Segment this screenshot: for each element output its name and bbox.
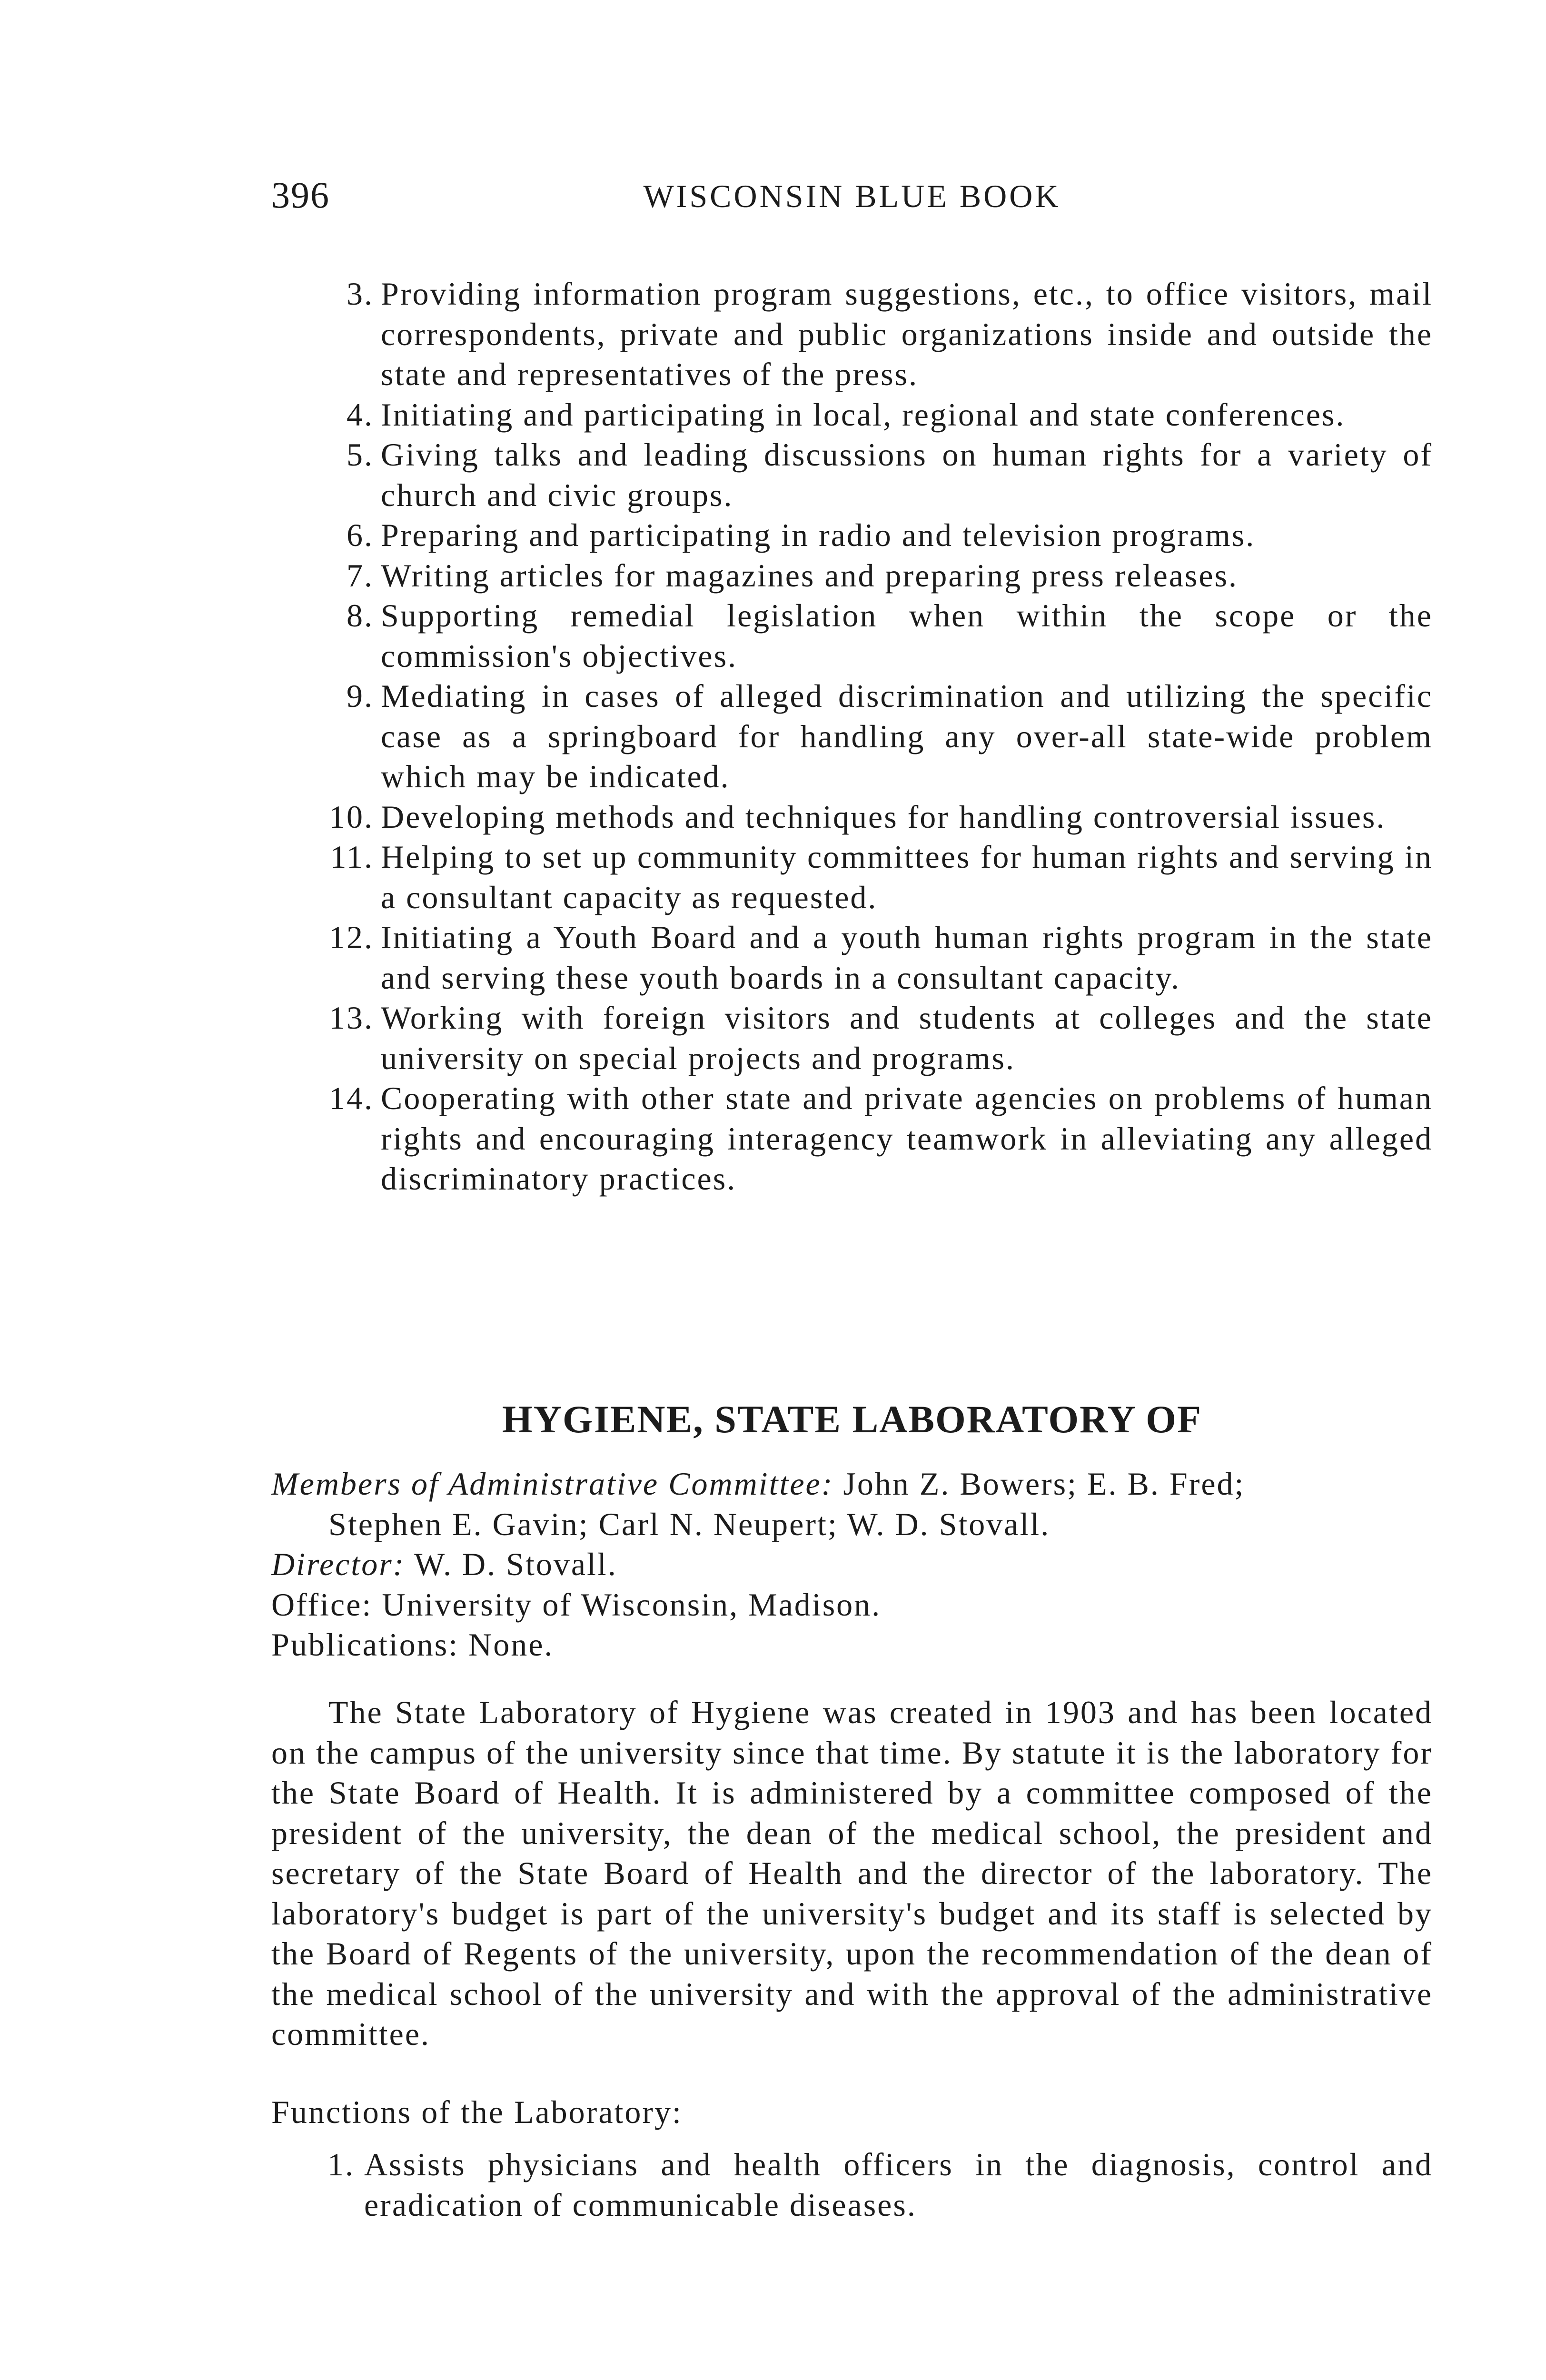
- item-number: 5.: [347, 436, 374, 473]
- description-paragraph: The State Laboratory of Hygiene was created in 1903 and has been located on the campus of the university since that time. By statute it is the laboratory for the State Board of Health. It is administered by a committee composed of the president of the university, the dean of the medical school, the president and secretary of the State Board of Health and the director of the laboratory. The laboratory's budget is part of the university's budget and its staff is selected by the Board of Regents of the university, upon the recommendation of the dean of the medical school of the university and with the approval of the administrative committee.: [271, 1694, 1433, 2052]
- numbered-list-functions: [271, 2144, 1433, 2225]
- item-text: Mediating in cases of alleged discrimination and utilizing the specific case as a springboard for handling any over-all state-wide problem which may be indicated.: [381, 678, 1433, 794]
- list-item: [271, 555, 1433, 596]
- item-text: Helping to set up community committees for human rights and serving in a consultant capacity as requested.: [381, 839, 1433, 915]
- item-number: 13.: [329, 1000, 374, 1036]
- list-item: [271, 274, 1433, 395]
- item-text: Developing methods and techniques for handling controversial issues.: [381, 798, 1386, 835]
- office-line: Office: University of Wisconsin, Madison.: [271, 1586, 882, 1623]
- item-number: 3.: [347, 276, 374, 312]
- item-text: Preparing and participating in radio and television programs.: [381, 517, 1256, 553]
- numbered-list-human-rights: [271, 274, 1433, 1199]
- item-text: Giving talks and leading discussions on human rights for a variety of church and civic groups.: [381, 436, 1433, 513]
- running-head: WISCONSIN BLUE BOOK: [643, 178, 1061, 214]
- item-number: 10.: [329, 798, 374, 835]
- item-text: Working with foreign visitors and students at colleges and the state university on special projects and programs.: [381, 1000, 1433, 1076]
- director-label: Director:: [271, 1546, 406, 1582]
- members-line-continued: [271, 1504, 1433, 1545]
- item-text: Writing articles for magazines and preparing press releases.: [381, 557, 1239, 594]
- page-header: [271, 174, 1433, 226]
- members-names-1: John Z. Bowers; E. B. Fred;: [843, 1466, 1245, 1502]
- list-item: [271, 797, 1433, 837]
- item-text: Assists physicians and health officers in the diagnosis, control and eradication of communicable diseases.: [364, 2146, 1433, 2223]
- director-name: W. D. Stovall.: [414, 1546, 617, 1582]
- list-item: [271, 998, 1433, 1078]
- item-text: Providing information program suggestions, etc., to office visitors, mail correspondents, private and public organizations inside and outside the state and representatives of the press.: [381, 276, 1433, 392]
- item-number: 8.: [347, 597, 374, 634]
- item-text: Initiating and participating in local, regional and state conferences.: [381, 396, 1346, 433]
- list-item: [271, 837, 1433, 917]
- item-number: 12.: [329, 919, 374, 955]
- list-item: [271, 1078, 1433, 1199]
- item-text: Supporting remedial legislation when within the scope or the commission's objectives.: [381, 597, 1433, 674]
- list-item: [271, 595, 1433, 676]
- item-number: 14.: [329, 1080, 374, 1116]
- item-number: 4.: [347, 396, 374, 433]
- section-meta: [271, 1464, 1433, 1665]
- list-item: [271, 435, 1433, 515]
- list-item: [271, 2144, 1433, 2225]
- item-number: 7.: [347, 557, 374, 594]
- item-number: 11.: [330, 839, 374, 875]
- item-number: 9.: [347, 678, 374, 714]
- list-item: [271, 395, 1433, 435]
- item-number: 1.: [327, 2146, 355, 2182]
- list-item: [271, 917, 1433, 998]
- functions-heading: Functions of the Laboratory:: [271, 2094, 683, 2130]
- members-names-2: Stephen E. Gavin; Carl N. Neupert; W. D. Stovall.: [328, 1506, 1050, 1542]
- director-line: [271, 1544, 1433, 1585]
- page-number: 396: [271, 174, 330, 216]
- item-number: 6.: [347, 517, 374, 553]
- members-line: [271, 1464, 1433, 1504]
- publications-line: Publications: None.: [271, 1626, 554, 1663]
- section-title: HYGIENE, STATE LABORATORY OF: [502, 1398, 1202, 1441]
- item-text: Initiating a Youth Board and a youth human rights program in the state and serving these youth boards in a consultant capacity.: [381, 919, 1433, 996]
- members-label: Members of Administrative Committee:: [271, 1466, 834, 1502]
- item-text: Cooperating with other state and private agencies on problems of human rights and encouraging interagency teamwork in alleviating any alleged discriminatory practices.: [381, 1080, 1433, 1197]
- list-item: [271, 515, 1433, 555]
- list-item: [271, 676, 1433, 797]
